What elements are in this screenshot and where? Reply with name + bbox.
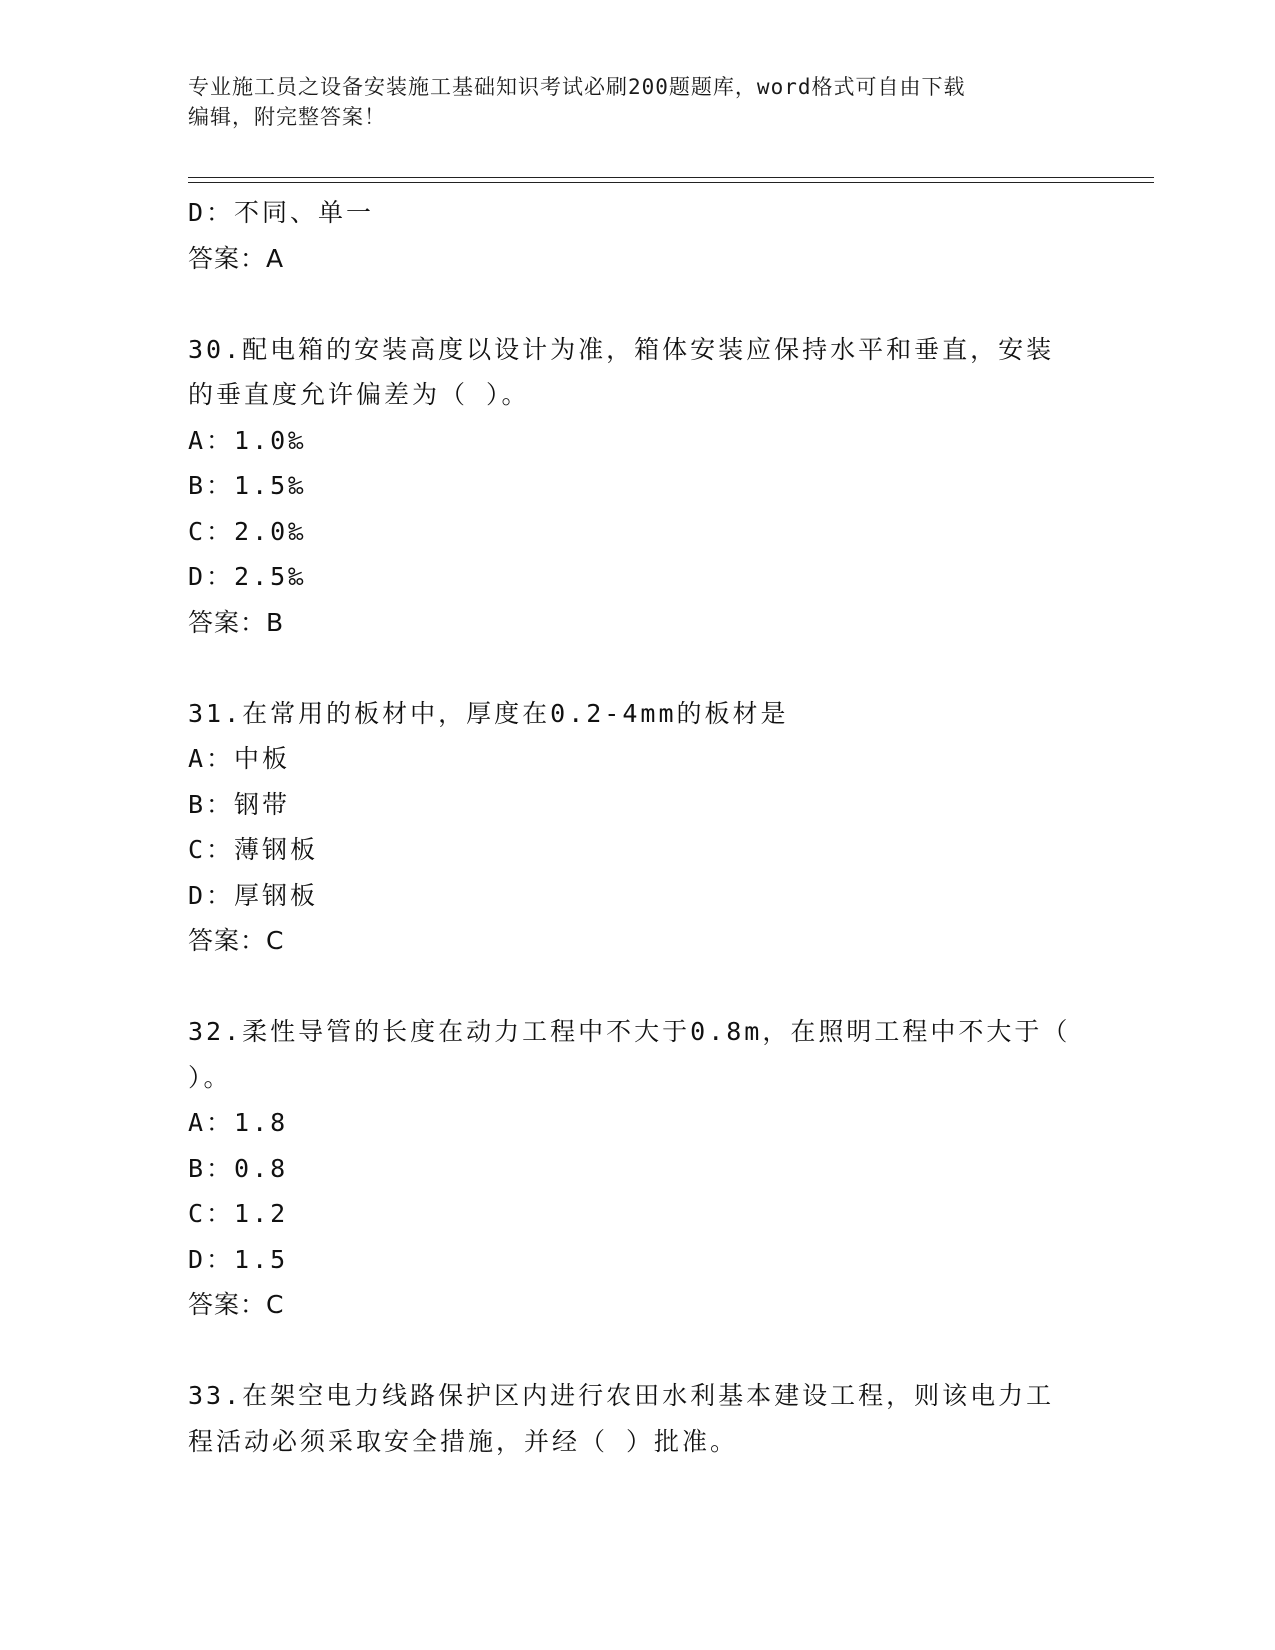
question-32: [188, 1009, 1088, 1328]
header-divider-bottom: [188, 182, 1154, 183]
answer-line: 答案：C: [188, 926, 285, 955]
question-stem-line: 程活动必须采取安全措施，并经（ ）批准。: [188, 1426, 739, 1456]
option-a: A：1.8: [188, 1108, 289, 1137]
question-stem-line: ）。: [188, 1062, 232, 1092]
question-stem-line: 30.配电箱的安装高度以设计为准，箱体安装应保持水平和垂直，安装: [188, 334, 1055, 364]
option-b: B：0.8: [188, 1153, 289, 1183]
question-stem-line: 31.在常用的板材中，厚度在0.2-4mm的板材是: [188, 698, 789, 728]
header-divider-top: [188, 177, 1154, 178]
question-30: [188, 327, 1088, 646]
option-c: C：2.0‰: [188, 516, 307, 546]
document-header: [188, 72, 1088, 132]
answer-line: 答案：C: [188, 1290, 285, 1319]
option-d: D：2.5‰: [188, 562, 307, 591]
option-c: C：1.2: [188, 1199, 289, 1228]
question-33: [188, 1373, 1088, 1464]
question-stem-line: 33.在架空电力线路保护区内进行农田水利基本建设工程，则该电力工: [188, 1381, 1055, 1410]
option-a: A：中板: [188, 744, 291, 773]
question-stem-line: 32.柔性导管的长度在动力工程中不大于0.8m，在照明工程中不大于（: [188, 1017, 1071, 1046]
header-line-1: 专业施工员之设备安装施工基础知识考试必刷200题题库，word格式可自由下载: [188, 75, 966, 99]
option-d: D：不同、单一: [188, 198, 375, 227]
question-stem-line: 的垂直度允许偏差为（ ）。: [188, 380, 530, 409]
option-d: D：1.5: [188, 1244, 289, 1274]
question-31: [188, 691, 1088, 964]
answer-line: 答案：B: [188, 607, 285, 637]
option-b: B：1.5‰: [188, 471, 307, 500]
option-c: C：薄钢板: [188, 835, 319, 864]
option-b: B：钢带: [188, 789, 291, 819]
header-line-2: 编辑，附完整答案！: [188, 105, 386, 129]
answer-line: 答案：A: [188, 243, 285, 273]
option-a: A：1.0‰: [188, 425, 307, 455]
question-list: [188, 190, 1088, 1464]
option-d: D：厚钢板: [188, 880, 319, 910]
